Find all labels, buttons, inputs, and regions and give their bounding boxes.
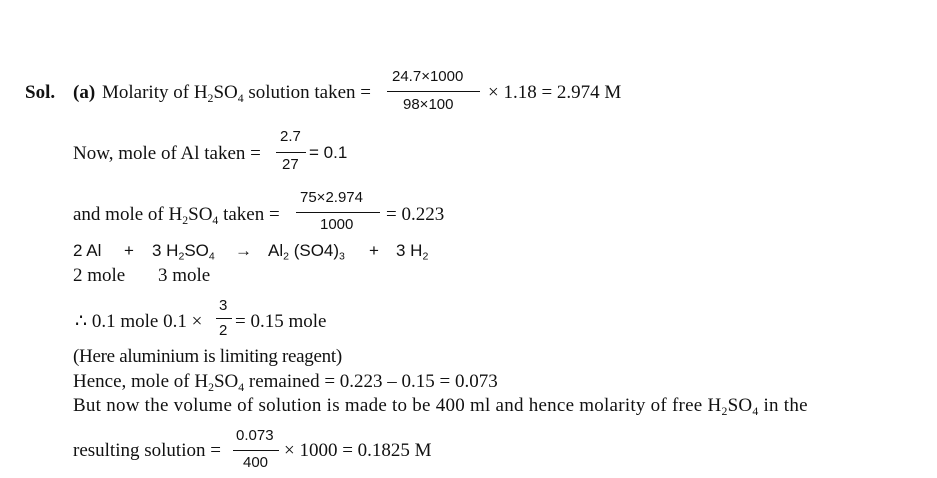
mole-al-denominator: 27 (282, 156, 299, 173)
mole-acid-result: = 0.223 (386, 204, 445, 225)
mole-acid-denominator: 1000 (320, 216, 354, 233)
fraction-bar (233, 450, 279, 451)
molarity-statement: Molarity of $H_2SO_4$ solution taken = (102, 82, 371, 106)
molarity-result: × 1.18 = 2.974 M (488, 82, 622, 103)
final-denominator: 400 (243, 454, 269, 471)
final-numerator: 0.073 (236, 427, 274, 444)
fraction-bar (276, 152, 306, 153)
limiting-reagent-note: (Here aluminium is limiting reagent) (73, 346, 342, 367)
resulting-solution-statement: resulting solution = (73, 440, 221, 461)
product-salt: $Al_2$ $(SO4)_3$ (268, 241, 345, 263)
remaining-acid-statement: Hence, mole of $H_2SO_4$ remained = 0.223 – 0.15 = 0.073 (73, 371, 498, 395)
fraction-bar (296, 212, 380, 213)
al-moles: 2 mole (73, 265, 126, 286)
part-label: (a) (73, 82, 96, 103)
mole-acid-statement: and mole of $H_2SO_4$ taken = (73, 204, 280, 228)
molarity-denominator: 98×100 (403, 96, 454, 113)
plus-sign: + (124, 241, 134, 260)
volume-statement: But now the volume of solution is made to be 400 ml and hence molarity of free $H_2SO_4$ in the (73, 395, 808, 419)
fraction-bar (387, 91, 480, 92)
mole-al-result: = 0.1 (309, 143, 348, 162)
acid-moles: 3 mole (158, 265, 211, 286)
reaction-arrow: → (235, 241, 252, 260)
therefore-result: = 0.15 mole (235, 311, 327, 332)
ratio-numerator: 3 (219, 297, 228, 314)
fraction-bar (216, 318, 232, 319)
ratio-denominator: 2 (219, 322, 228, 339)
therefore-statement: ∴ 0.1 mole 0.1 × (75, 311, 203, 332)
plus-sign: + (369, 241, 379, 260)
product-hydrogen: 3 $H_2$ (396, 241, 429, 263)
mole-al-numerator: 2.7 (280, 128, 301, 145)
sol-label: Sol. (25, 82, 56, 103)
reactant-acid: 3 $H_2SO_4$ (152, 241, 215, 263)
mole-al-statement: Now, mole of Al taken = (73, 143, 261, 164)
molarity-numerator: 24.7×1000 (392, 68, 464, 85)
final-result: × 1000 = 0.1825 M (284, 440, 432, 461)
mole-acid-numerator: 75×2.974 (300, 189, 363, 206)
reactant-al: 2 Al (73, 241, 102, 260)
